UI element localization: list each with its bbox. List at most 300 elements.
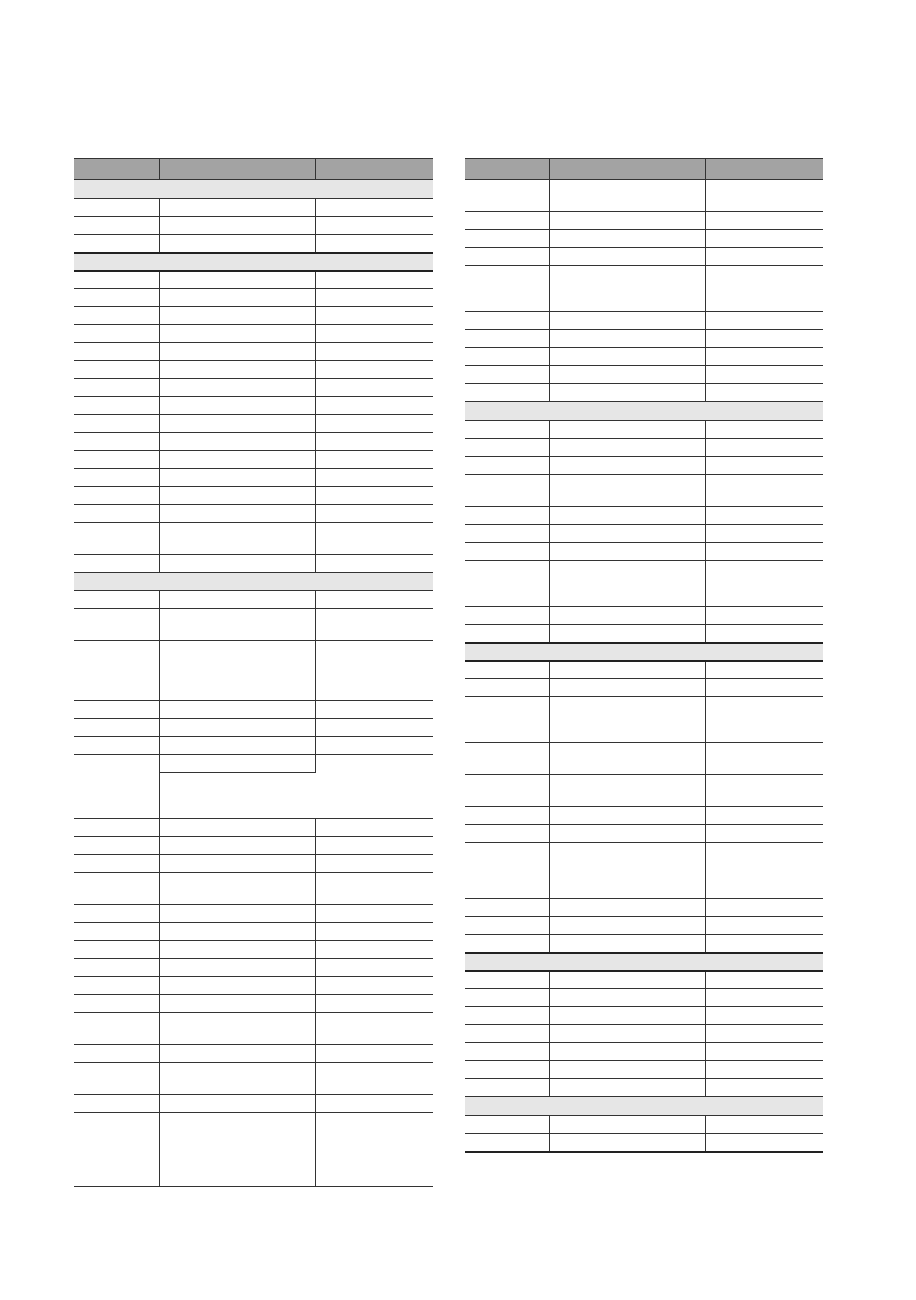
table-cell: [549, 348, 705, 366]
table-cell: [705, 743, 823, 775]
table-row: [74, 1063, 433, 1095]
table-cell: [74, 591, 159, 609]
table-cell: [74, 837, 159, 855]
table-cell: [74, 701, 159, 719]
table-cell: [705, 561, 823, 607]
table-cell: [549, 935, 705, 953]
table-cell: [74, 397, 159, 415]
table-row: [74, 1013, 433, 1045]
table-cell: [549, 421, 705, 439]
table-cell: [74, 1095, 159, 1113]
table-row: [74, 959, 433, 977]
table-cell: [315, 1013, 433, 1045]
table-row: [74, 217, 433, 235]
table-cell: [315, 737, 433, 755]
table-row: [74, 591, 433, 609]
table-cell: [159, 923, 315, 941]
table-row: [74, 325, 433, 343]
table-cell: [74, 343, 159, 361]
table-cell: [465, 775, 549, 807]
table-row: [465, 775, 823, 807]
table-cell: [315, 325, 433, 343]
table-cell: [465, 421, 549, 439]
table-cell: [549, 561, 705, 607]
table-row: [465, 1061, 823, 1079]
table-cell: [549, 625, 705, 643]
table-row: [465, 1079, 823, 1097]
table-cell: [159, 609, 315, 641]
table-cell: [705, 807, 823, 825]
table-cell: [465, 807, 549, 825]
table-cell: [549, 989, 705, 1007]
section-row: [465, 402, 823, 421]
table-cell: [159, 995, 315, 1013]
table-cell: [705, 366, 823, 384]
table-cell: [465, 230, 549, 248]
table-cell: [549, 971, 705, 989]
table-cell: [159, 469, 315, 487]
table-cell: [549, 507, 705, 525]
table-cell: [705, 439, 823, 457]
table-row: [465, 212, 823, 230]
table-row: [74, 995, 433, 1013]
table-cell: [705, 607, 823, 625]
table-cell: [465, 525, 549, 543]
table-cell: [159, 1095, 315, 1113]
table-cell: [705, 661, 823, 679]
table-cell: [705, 825, 823, 843]
table-cell: [465, 402, 823, 421]
header-cell: [159, 159, 315, 180]
table-cell: [705, 543, 823, 561]
table-row: [74, 873, 433, 905]
table-cell: [74, 905, 159, 923]
table-row: [465, 366, 823, 384]
table-cell: [705, 348, 823, 366]
table-row: [74, 941, 433, 959]
table-cell: [465, 212, 549, 230]
table-cell: [465, 743, 549, 775]
section-row: [74, 253, 433, 271]
table-cell: [315, 941, 433, 959]
table-cell: [705, 266, 823, 312]
table-row: [465, 807, 823, 825]
table-cell: [159, 271, 315, 289]
table-cell: [705, 507, 823, 525]
table-cell: [549, 457, 705, 475]
table-cell: [159, 737, 315, 755]
table-cell: [315, 469, 433, 487]
table-row: [465, 607, 823, 625]
table-cell: [159, 873, 315, 905]
table-cell: [465, 457, 549, 475]
table-cell: [315, 289, 433, 307]
table-cell: [315, 855, 433, 873]
table-cell: [705, 1025, 823, 1043]
table-cell: [159, 701, 315, 719]
header-cell: [74, 159, 159, 180]
table-cell: [705, 421, 823, 439]
table-cell: [159, 1063, 315, 1095]
table-cell: [315, 701, 433, 719]
table-cell: [549, 607, 705, 625]
table-cell: [159, 837, 315, 855]
table-cell: [159, 289, 315, 307]
table-cell: [74, 609, 159, 641]
table-cell: [465, 1061, 549, 1079]
table-cell: [159, 415, 315, 433]
table-cell: [74, 469, 159, 487]
table-row: [74, 271, 433, 289]
table-cell: [315, 719, 433, 737]
table-cell: [705, 330, 823, 348]
table-cell: [465, 248, 549, 266]
table-cell: [549, 212, 705, 230]
table-cell: [74, 451, 159, 469]
table-row: [74, 555, 433, 573]
table-row: [74, 1045, 433, 1063]
table-cell: [549, 248, 705, 266]
table-cell: [315, 199, 433, 217]
table-cell: [705, 679, 823, 697]
table-row: [465, 384, 823, 402]
table-cell: [465, 180, 549, 212]
table-cell: [74, 1063, 159, 1095]
table-cell: [705, 625, 823, 643]
table-cell: [159, 397, 315, 415]
table-cell: [705, 475, 823, 507]
table-row: [74, 977, 433, 995]
table-cell: [465, 825, 549, 843]
table-cell: [159, 307, 315, 325]
table-cell: [465, 935, 549, 953]
table-row: [74, 361, 433, 379]
table-cell: [465, 312, 549, 330]
header-row: [74, 159, 433, 180]
table-cell: [465, 625, 549, 643]
table-cell: [159, 199, 315, 217]
table-cell: [74, 1113, 159, 1187]
table-row: [465, 971, 823, 989]
table-row: [465, 525, 823, 543]
table-cell: [159, 1113, 315, 1187]
table-cell: [465, 266, 549, 312]
section-row: [74, 180, 433, 199]
table-cell: [159, 719, 315, 737]
table-cell: [705, 248, 823, 266]
table-row: [74, 819, 433, 837]
table-cell: [465, 953, 823, 971]
table-row: [465, 266, 823, 312]
table-cell: [315, 415, 433, 433]
table-row: [74, 719, 433, 737]
spec-table-right: [465, 158, 823, 1153]
table-cell: [549, 330, 705, 348]
table-row: [74, 737, 433, 755]
table-cell: [705, 525, 823, 543]
table-cell: [705, 971, 823, 989]
header-cell: [465, 159, 549, 180]
table-cell: [705, 697, 823, 743]
table-row: [465, 1025, 823, 1043]
table-cell: [465, 1079, 549, 1097]
table-row: [74, 451, 433, 469]
table-cell: [549, 180, 705, 212]
table-row: [74, 641, 433, 701]
table-row: [74, 199, 433, 217]
table-cell: [315, 1063, 433, 1095]
table-cell: [465, 1116, 549, 1134]
table-cell: [465, 1043, 549, 1061]
table-cell: [465, 607, 549, 625]
table-cell: [705, 935, 823, 953]
table-row: [74, 397, 433, 415]
table-cell: [705, 312, 823, 330]
table-cell: [159, 855, 315, 873]
table-row: [465, 507, 823, 525]
table-cell: [159, 959, 315, 977]
table-cell: [159, 773, 315, 819]
table-cell: [315, 307, 433, 325]
table-row: [74, 307, 433, 325]
table-cell: [549, 543, 705, 561]
table-cell: [465, 1025, 549, 1043]
table-row: [465, 421, 823, 439]
table-cell: [549, 661, 705, 679]
table-row: [465, 1116, 823, 1134]
table-row: [465, 330, 823, 348]
table-cell: [74, 755, 159, 819]
table-cell: [315, 433, 433, 451]
table-cell: [705, 1134, 823, 1152]
table-cell: [465, 330, 549, 348]
table-row: [465, 1134, 823, 1152]
table-row: [74, 487, 433, 505]
table-row: [74, 1095, 433, 1113]
table-cell: [549, 475, 705, 507]
section-row: [465, 643, 823, 661]
table-cell: [315, 837, 433, 855]
table-cell: [315, 555, 433, 573]
table-row: [465, 543, 823, 561]
table-cell: [74, 995, 159, 1013]
table-cell: [159, 451, 315, 469]
table-cell: [705, 1061, 823, 1079]
table-cell: [159, 977, 315, 995]
table-cell: [549, 697, 705, 743]
table-row: [465, 1007, 823, 1025]
table-cell: [465, 917, 549, 935]
table-row: [465, 917, 823, 935]
table-cell: [465, 643, 823, 661]
table-cell: [315, 397, 433, 415]
table-cell: [74, 289, 159, 307]
table-cell: [705, 899, 823, 917]
table-row: [465, 661, 823, 679]
table-cell: [74, 361, 159, 379]
table-row: [465, 899, 823, 917]
table-cell: [74, 1045, 159, 1063]
table-cell: [74, 1013, 159, 1045]
header-cell: [315, 159, 433, 180]
table-cell: [315, 451, 433, 469]
table-row: [74, 379, 433, 397]
spec-table-left: [74, 158, 433, 1187]
table-cell: [315, 487, 433, 505]
table-cell: [705, 1079, 823, 1097]
table-cell: [465, 561, 549, 607]
table-row: [74, 505, 433, 523]
table-row: [74, 289, 433, 307]
table-cell: [159, 1045, 315, 1063]
table-cell: [159, 217, 315, 235]
table-cell: [549, 899, 705, 917]
table-cell: [74, 873, 159, 905]
table-cell: [315, 1095, 433, 1113]
table-cell: [159, 819, 315, 837]
table-cell: [74, 199, 159, 217]
table-cell: [705, 843, 823, 899]
table-cell: [315, 959, 433, 977]
table-cell: [549, 384, 705, 402]
table-row: [74, 609, 433, 641]
table-cell: [465, 697, 549, 743]
table-row: [465, 625, 823, 643]
table-cell: [549, 807, 705, 825]
table-row: [465, 697, 823, 743]
table-cell: [159, 523, 315, 555]
table-cell: [74, 307, 159, 325]
section-row: [465, 953, 823, 971]
table-cell: [549, 743, 705, 775]
table-row: [465, 1043, 823, 1061]
table-row: [74, 433, 433, 451]
table-cell: [315, 235, 433, 253]
table-cell: [465, 989, 549, 1007]
table-cell: [549, 679, 705, 697]
table-cell: [465, 971, 549, 989]
table-cell: [74, 737, 159, 755]
table-cell: [159, 641, 315, 701]
table-cell: [465, 899, 549, 917]
table-cell: [74, 487, 159, 505]
table-row: [74, 855, 433, 873]
table-cell: [315, 905, 433, 923]
table-cell: [74, 719, 159, 737]
table-cell: [74, 819, 159, 837]
table-cell: [74, 641, 159, 701]
table-cell: [549, 1134, 705, 1152]
table-cell: [705, 775, 823, 807]
table-cell: [465, 543, 549, 561]
table-cell: [74, 523, 159, 555]
table-cell: [549, 366, 705, 384]
table-cell: [315, 641, 433, 701]
table-cell: [315, 755, 433, 819]
table-cell: [74, 977, 159, 995]
table-cell: [549, 1025, 705, 1043]
table-cell: [315, 819, 433, 837]
table-cell: [465, 366, 549, 384]
table-row: [465, 679, 823, 697]
table-cell: [549, 266, 705, 312]
table-cell: [74, 505, 159, 523]
table-cell: [74, 325, 159, 343]
table-row: [465, 230, 823, 248]
table-cell: [315, 505, 433, 523]
table-cell: [705, 1043, 823, 1061]
table-cell: [549, 312, 705, 330]
table-cell: [315, 995, 433, 1013]
table-cell: [74, 433, 159, 451]
table-cell: [315, 379, 433, 397]
table-cell: [549, 1007, 705, 1025]
table-cell: [74, 415, 159, 433]
table-cell: [74, 253, 433, 271]
table-row: [465, 312, 823, 330]
table-cell: [465, 679, 549, 697]
table-row: [74, 905, 433, 923]
table-cell: [705, 917, 823, 935]
table-cell: [465, 439, 549, 457]
table-cell: [705, 212, 823, 230]
table-row: [465, 935, 823, 953]
table-cell: [315, 591, 433, 609]
table-row: [465, 843, 823, 899]
table-cell: [465, 348, 549, 366]
table-row: [465, 348, 823, 366]
table-cell: [549, 843, 705, 899]
table-cell: [315, 271, 433, 289]
table-row: [74, 343, 433, 361]
table-row: [74, 837, 433, 855]
table-cell: [549, 439, 705, 457]
table-cell: [315, 523, 433, 555]
table-cell: [465, 843, 549, 899]
table-cell: [465, 507, 549, 525]
table-cell: [159, 433, 315, 451]
header-row: [465, 159, 823, 180]
table-row: [74, 523, 433, 555]
table-cell: [159, 1013, 315, 1045]
table-row: [465, 439, 823, 457]
table-cell: [549, 825, 705, 843]
table-cell: [74, 217, 159, 235]
table-cell: [159, 505, 315, 523]
table-cell: [74, 941, 159, 959]
table-row: [465, 180, 823, 212]
table-row: [74, 235, 433, 253]
table-cell: [465, 1007, 549, 1025]
table-cell: [159, 591, 315, 609]
table-cell: [465, 384, 549, 402]
table-row: [74, 923, 433, 941]
table-row: [74, 755, 433, 773]
table-row: [74, 701, 433, 719]
table-cell: [549, 1043, 705, 1061]
table-cell: [74, 379, 159, 397]
table-cell: [465, 1134, 549, 1152]
table-cell: [549, 1079, 705, 1097]
table-cell: [705, 1116, 823, 1134]
table-row: [465, 457, 823, 475]
table-cell: [74, 959, 159, 977]
table-cell: [465, 1097, 823, 1116]
table-cell: [705, 230, 823, 248]
table-cell: [159, 235, 315, 253]
table-cell: [315, 343, 433, 361]
table-row: [465, 825, 823, 843]
